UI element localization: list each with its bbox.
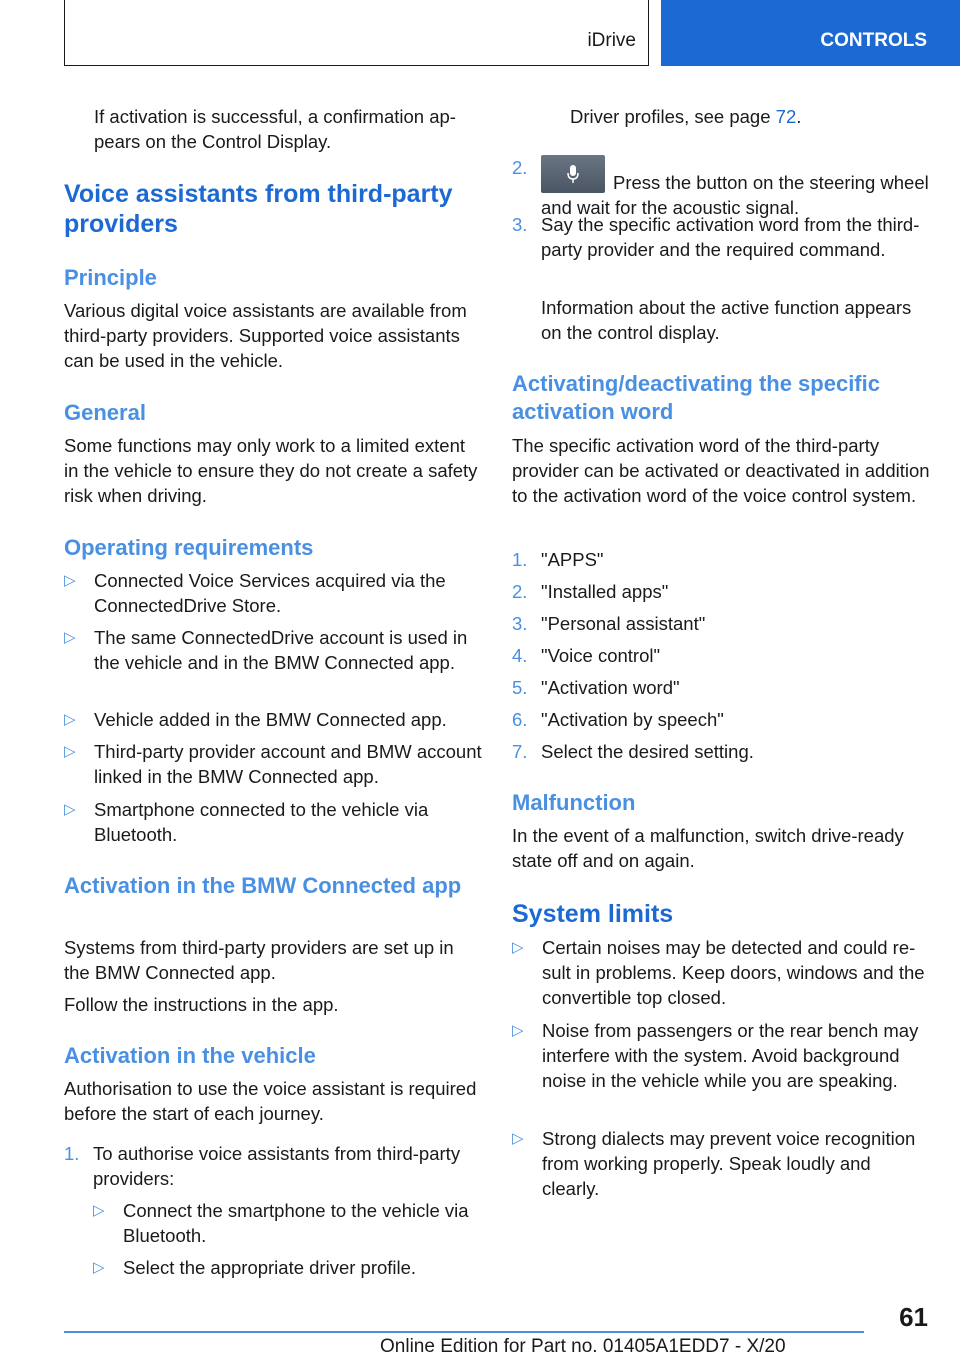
- step-number: 3.: [512, 214, 528, 235]
- step-number: 2.: [512, 581, 528, 602]
- list-item: ▷ Select the appropriate driver profile.: [93, 1257, 417, 1278]
- principle-heading: Principle: [64, 265, 157, 290]
- step-number: 1.: [64, 1143, 80, 1164]
- list-item: 2. Press the button on the steering wheel and wait for the acoustic signal.: [512, 157, 929, 218]
- page-number: 61: [899, 1302, 928, 1332]
- bullet-icon: ▷: [93, 1202, 105, 1219]
- malfunction-text: In the event of a malfunction, switch drive-ready state off and on again.: [512, 825, 904, 871]
- list-item: ▷ Third-party provider account and BMW account linked in the BMW Connected app.: [64, 741, 482, 787]
- list-item: ▷ Certain noises may be detected and could result in problems. Keep doors, windows and the convertible top closed.: [512, 937, 925, 1008]
- step-number: 3.: [512, 613, 528, 634]
- app-activation-heading: Activation in the BMW Connected app: [64, 873, 462, 898]
- page-title: Voice assistants from third-party providers: [64, 180, 453, 238]
- step-number: 2.: [512, 157, 528, 178]
- header-chapter-tab: [661, 0, 960, 66]
- list-item: ▷ The same ConnectedDrive account is used in the vehicle and in the BMW Connected app.: [64, 627, 468, 673]
- general-text: Some functions may only work to a limited extent in the vehicle to ensure they do not create a safety risk when driving.: [64, 435, 478, 506]
- vehicle-activation-text: Authorisation to use the voice assistant is required before the start of each journey.: [64, 1078, 477, 1124]
- header-section-box: [64, 0, 649, 66]
- step3-info: Information about the active function appears on the control display.: [541, 297, 912, 343]
- bullet-icon: ▷: [512, 1022, 524, 1039]
- step-number: 5.: [512, 677, 528, 698]
- list-item: ▷ Noise from passengers or the rear bench may interfere with the system. Avoid background noise in the vehicle while you are speaking.: [512, 1020, 919, 1091]
- bullet-icon: ▷: [64, 711, 76, 728]
- list-item: 1. To authorise voice assistants from third-party providers:: [64, 1143, 461, 1189]
- app-activation-text: Systems from third-party providers are set up in the BMW Connected app.: [64, 937, 454, 983]
- header-chapter: CONTROLS: [820, 30, 927, 51]
- app-activation-instruction: Follow the instructions in the app.: [64, 994, 339, 1015]
- step-number: 6.: [512, 709, 528, 730]
- vehicle-activation-heading: Activation in the vehicle: [64, 1043, 316, 1068]
- list-item: 3. Say the specific activation word from the third-party provider and the required command.: [512, 214, 920, 260]
- bullet-icon: ▷: [512, 939, 524, 956]
- list-item: 1. "APPS": [512, 549, 604, 570]
- header-section: iDrive: [587, 30, 636, 51]
- principle-text: Various digital voice assistants are available from third-party providers. Supported voice assistants can be used in the vehicle.: [64, 300, 467, 371]
- list-item: 5. "Activation word": [512, 677, 680, 698]
- footer-divider: [64, 1331, 864, 1333]
- bullet-icon: ▷: [64, 743, 76, 760]
- step-number: 1.: [512, 549, 528, 570]
- list-item: 3. "Personal assistant": [512, 613, 706, 634]
- list-item: ▷ Vehicle added in the BMW Connected app.: [64, 709, 447, 730]
- list-item: 6. "Activation by speech": [512, 709, 724, 730]
- activation-word-heading: Activating/deactivating the specific activation word: [512, 371, 880, 424]
- bullet-icon: ▷: [64, 572, 76, 589]
- bullet-icon: ▷: [64, 801, 76, 818]
- page-link[interactable]: 72: [775, 106, 797, 127]
- bullet-icon: ▷: [512, 1130, 524, 1147]
- list-item: ▷ Strong dialects may prevent voice recognition from working properly. Speak loudly and clearly.: [512, 1128, 916, 1199]
- activation-word-text: The specific activation word of the third-party provider can be activated or deactivated in addition to the activation word of the voice control system.: [512, 435, 930, 506]
- step-number: 7.: [512, 741, 528, 762]
- malfunction-heading: Malfunction: [512, 790, 636, 815]
- requirements-heading: Operating requirements: [64, 535, 314, 560]
- general-heading: General: [64, 400, 146, 425]
- bullet-icon: ▷: [64, 629, 76, 646]
- step-number: 4.: [512, 645, 528, 666]
- list-item: 4. "Voice control": [512, 645, 661, 666]
- list-item: ▷ Smartphone connected to the vehicle via Bluetooth.: [64, 799, 429, 845]
- list-item: ▷ Connect the smartphone to the vehicle via Bluetooth.: [93, 1200, 469, 1246]
- list-item: 2. "Installed apps": [512, 581, 669, 602]
- list-item: 7. Select the desired setting.: [512, 741, 754, 762]
- intro-text: If activation is successful, a confirmation appears on the Control Display.: [94, 106, 456, 152]
- voice-button-icon: [541, 155, 605, 193]
- driver-profiles-ref: Driver profiles, see page 72.: [570, 106, 802, 127]
- system-limits-heading: System limits: [512, 900, 674, 928]
- footer-edition: Online Edition for Part no. 01405A1EDD7 - X/20: [380, 1336, 786, 1357]
- bullet-icon: ▷: [93, 1259, 105, 1276]
- list-item: ▷ Connected Voice Services acquired via the ConnectedDrive Store.: [64, 570, 446, 616]
